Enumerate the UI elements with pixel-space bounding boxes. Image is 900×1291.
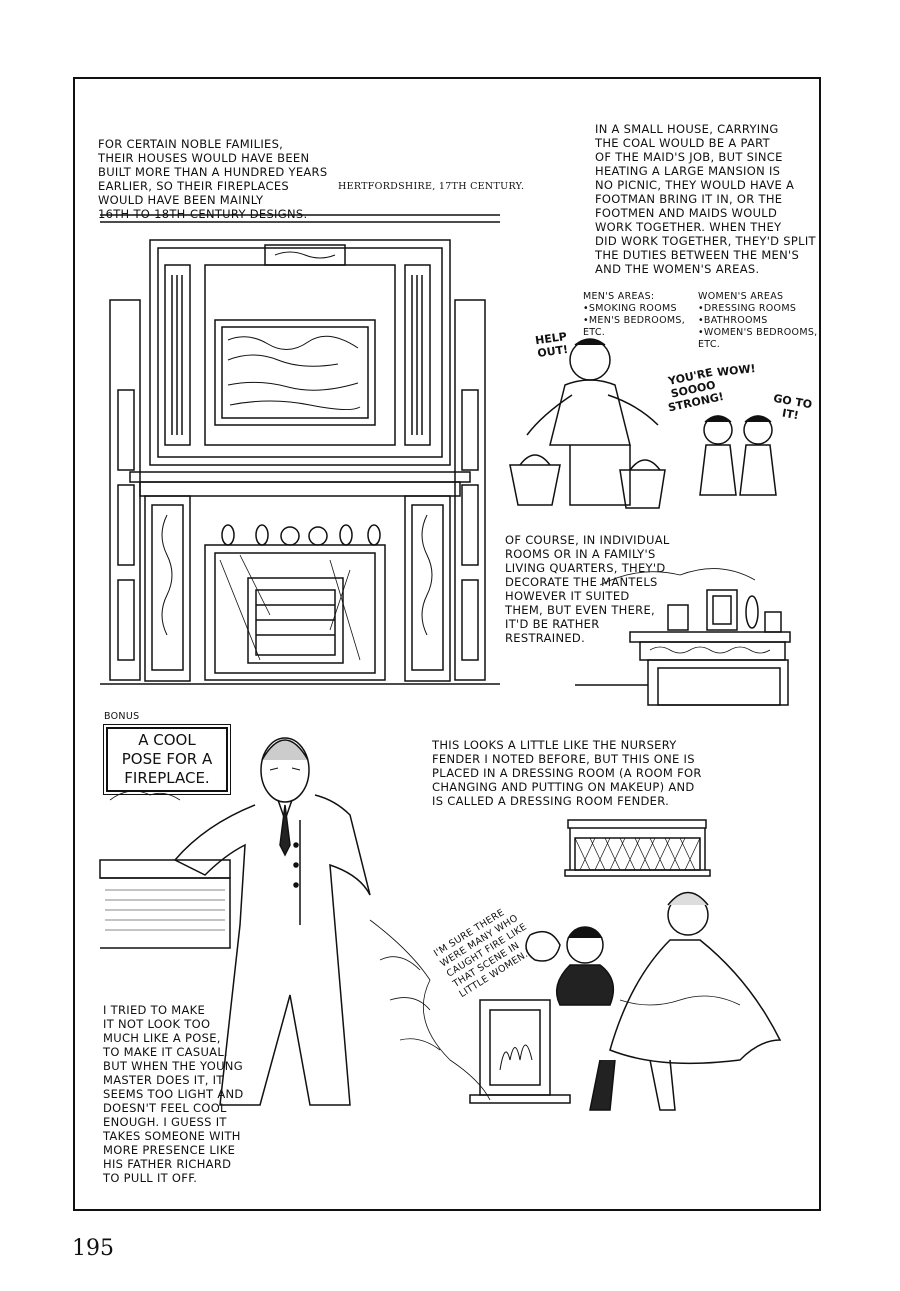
- sfx-wow: WOW!: [716, 362, 757, 379]
- fireplace-caption: HERTFORDSHIRE, 17TH CENTURY.: [338, 181, 525, 192]
- coal-text: IN A SMALL HOUSE, CARRYING THE COAL WOULD BE A PART OF THE MAID'S JOB, BUT SINCE HEATING A LARGE MANSION IS NO PICNIC, THEY WOULD HAVE A FOOTMAN BRING IT IN, OR THE FOOTMEN AND MAIDS WOULD WORK TOGETHER. WHEN THEY DID WORK TOGETHER, THEY'D SPLIT THE DUTIES BETWEEN THE MEN'S AND THE WOMEN'S AREAS.: [595, 122, 816, 276]
- page-number: 195: [72, 1236, 114, 1261]
- mens-areas-list: MEN'S AREAS: •SMOKING ROOMS •MEN'S BEDROOMS, ETC.: [583, 291, 686, 338]
- sfx-go-to-it: GO TO IT!: [772, 391, 814, 423]
- fender-text: THIS LOOKS A LITTLE LIKE THE NURSERY FENDER I NOTED BEFORE, BUT THIS ONE IS PLACED IN A DRESSING ROOM (A ROOM FOR CHANGING AND PUTTING ON MAKEUP) AND IS CALLED A DRESSING ROOM FENDER.: [432, 738, 702, 808]
- little-women-note: I'M SURE THERE WERE MANY WHO CAUGHT FIRE LIKE THAT SCENE IN LITTLE WOMEN.: [432, 907, 531, 1001]
- mantel-text: OF COURSE, IN INDIVIDUAL ROOMS OR IN A FAMILY'S LIVING QUARTERS, THEY'D DECORATE THE MANTELS HOWEVER IT SUITED THEM, BUT EVEN THERE, IT'D BE RATHER RESTRAINED.: [505, 533, 670, 645]
- fender-illustration: [565, 820, 710, 876]
- maids-illustration: [700, 416, 776, 495]
- sfx-so-strong: YOU'RE SOOOO STRONG!: [666, 365, 725, 415]
- fireplace-illustration: [100, 215, 500, 684]
- fireplace-intro-text: FOR CERTAIN NOBLE FAMILIES, THEIR HOUSES WOULD HAVE BEEN BUILT MORE THAN A HUNDRED YEARS EARLIER, SO THEIR FIREPLACES WOULD HAVE BEEN MAINLY 16TH TO 18TH-CENTURY DESIGNS.: [98, 137, 328, 221]
- womens-areas-list: WOMEN'S AREAS •DRESSING ROOMS •BATHROOMS •WOMEN'S BEDROOMS, ETC.: [698, 291, 818, 350]
- footman-illustration: [510, 339, 665, 508]
- bonus-label: BONUS: [104, 711, 140, 722]
- bonus-title-box: A COOL POSE FOR A FIREPLACE.: [106, 727, 228, 792]
- bonus-text: I TRIED TO MAKE IT NOT LOOK TOO MUCH LIKE A POSE, TO MAKE IT CASUAL. BUT WHEN THE YOUNG MASTER DOES IT, IT SEEMS TOO LIGHT AND DOESN'T FEEL COOL ENOUGH. I GUESS IT TAKES SOMEONE WITH MORE PRESENCE LIKE HIS FATHER RICHARD TO PULL IT OFF.: [103, 1003, 244, 1185]
- sfx-help-out: HELP OUT!: [534, 329, 569, 361]
